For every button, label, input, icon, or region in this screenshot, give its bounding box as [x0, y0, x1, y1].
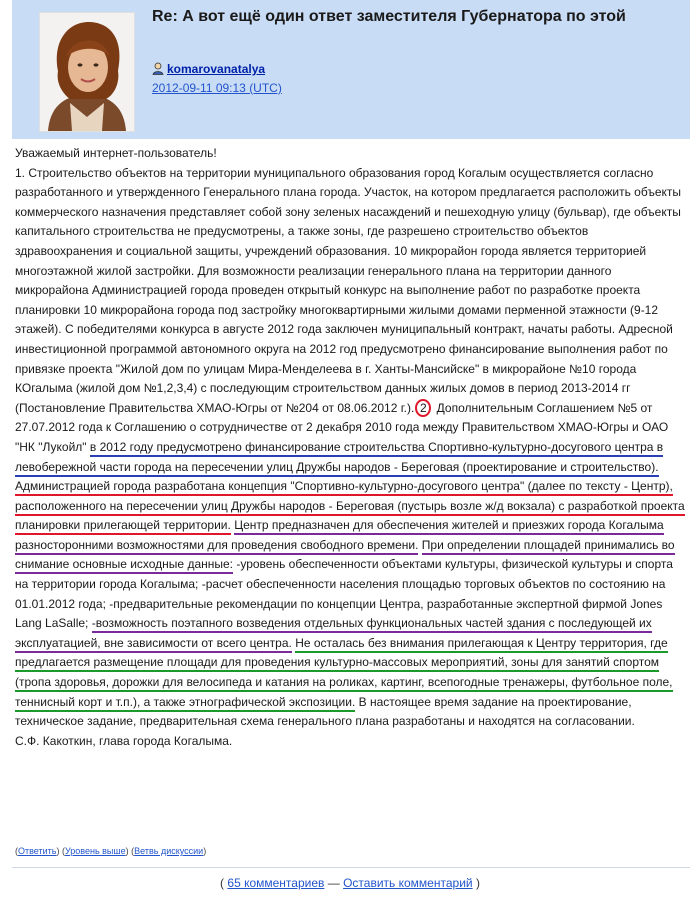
- comment-actions: (Ответить) (Уровень выше) (Ветвь дискуссии): [15, 846, 207, 856]
- thread-link[interactable]: Ветвь дискуссии: [134, 846, 204, 856]
- circled-number-2: 2: [415, 399, 431, 417]
- comment-body: [15, 144, 687, 751]
- highlight-purple-3: -возможность поэтапного возведения отдельных функциональных частей здания с последующей их эксплуатацией, вне зависимости от всего центра.: [15, 616, 652, 653]
- post-header: [12, 0, 690, 139]
- divider: [12, 867, 690, 868]
- comments-footer: ( 65 комментариев — Оставить комментарий ): [220, 876, 480, 890]
- highlight-purple-2: При определении площадей принимались во снимание основные исходные данные:: [15, 538, 675, 575]
- post-title: Re: А вот ещё один ответ заместителя Губернатора по этой: [152, 8, 626, 25]
- comments-count-link[interactable]: 65 комментариев: [227, 876, 325, 890]
- text-part-2: Дополнительным Соглашением №5 от 27.07.2012 года к Соглашению о сотрудничестве от 2 декабря 2010 года между Правительством ХМАО-Югры и ОАО "НК "Лукойл": [15, 400, 669, 454]
- reply-link[interactable]: Ответить: [18, 846, 57, 856]
- avatar[interactable]: [39, 12, 135, 132]
- post-date-link[interactable]: 2012-09-11 09:13 (UTC): [152, 81, 282, 95]
- highlight-red: Администрацией города разработана концепция "Спортивно-культурно-досугового центра" (далее по тексту - Центр), расположенного на пересечении улиц Дружбы народов - Береговая (пустырь возле ж/д вокзала) с разработкой проекта планировки прилегающей территории.: [15, 479, 685, 535]
- user-icon: [152, 62, 164, 75]
- text-part-4: В настоящее время задание на проектирование, техническое задание, предварительная схема генерального плана разработаны и находятся на согласовании.: [15, 694, 635, 729]
- text-part-3: -уровень обеспеченности объектами культуры, физической культуры и спорта на территории города Когалыма; -расчет обеспеченности населения площадью торговых объектов по состоянию на 01.01.2012 года; -предварительные рекомендации по концепции Центра, разработанные экспертной фирмой Jones Lang LaSalle;: [15, 557, 673, 631]
- greeting: Уважаемый интернет-пользователь!: [15, 146, 217, 160]
- date-row: [152, 80, 282, 96]
- footer-separator: —: [327, 876, 340, 890]
- author-link[interactable]: komarovanatalya: [167, 62, 266, 76]
- highlight-blue: в 2012 году предусмотрено финансирование строительства Спортивно-культурно-досугового центра в левобережной части города на пересечении улиц Дружбы народов - Береговая (проектирование и строительство).: [15, 440, 663, 477]
- text-part-1: 1. Строительство объектов на территории муниципального образования город Когалым осуществляется согласно разработанного и утвержденного Генерального плана города. Участок, на котором предлагается расположить объекты коммерческого назначения представляет собой зону зеленых насаждений и пешеходную улицу (бульвар), где объекты капитального строительства не предусмотрены, а также зоны, где разрешено строительство объектов здравоохранения и социальной защиты, учреждений образования. 10 микрорайон города является территорией многоэтажной жилой застройки. Для возможности реализации генерального плана на территории данного микрорайона Администрацией города проведен открытый конкурс на выполнение работ по разработке проекта планировки 10 микрорайона города под застройку многоквартирными жилыми домами перменной этажности (9-12 этажей). С победителями конкурса в августе 2012 года заключен муниципальный контракт, начаты работы. Адресной инвестиционной программой автономного округа на 2012 год предусмотрено финансирование выполнения работ по привязке проекта "Жилой дом по улицам Мира-Менделеева в г. Ханты-Мансийске" в микрорайоне №10 города КОгалыма (жилой дом №1,2,3,4) с последующим строительством данных жилых домов в период 2013-2014 гг (Постановление Правительства ХМАО-Югры от №204 от 08.06.2012 г.).: [15, 165, 682, 415]
- leave-comment-link[interactable]: Оставить комментарий: [343, 876, 473, 890]
- signature: С.Ф. Какоткин, глава города Когалыма.: [15, 733, 233, 748]
- author-row: [152, 61, 265, 77]
- comment-paragraph: [15, 164, 687, 732]
- highlight-green: Не осталась без внимания прилегающая к Центру территория, где предлагается размещение площади для проведения культурно-массовых мероприятий, зоны для занятий спортом (тропа здоровья, дорожки для велосипеда и катания на роликах, картинг, всепогодные тренажеры, футбольное поле, теннисный корт и т.п.), а также этнографической экспозиции.: [15, 636, 673, 712]
- level-up-link[interactable]: Уровень выше: [64, 846, 126, 856]
- highlight-purple-1: Центр предназначен для обеспечения жителей и приезжих города Когалыма разносторонними возможностями для проведения свободного времени.: [15, 518, 664, 555]
- avatar-photo: [40, 13, 134, 131]
